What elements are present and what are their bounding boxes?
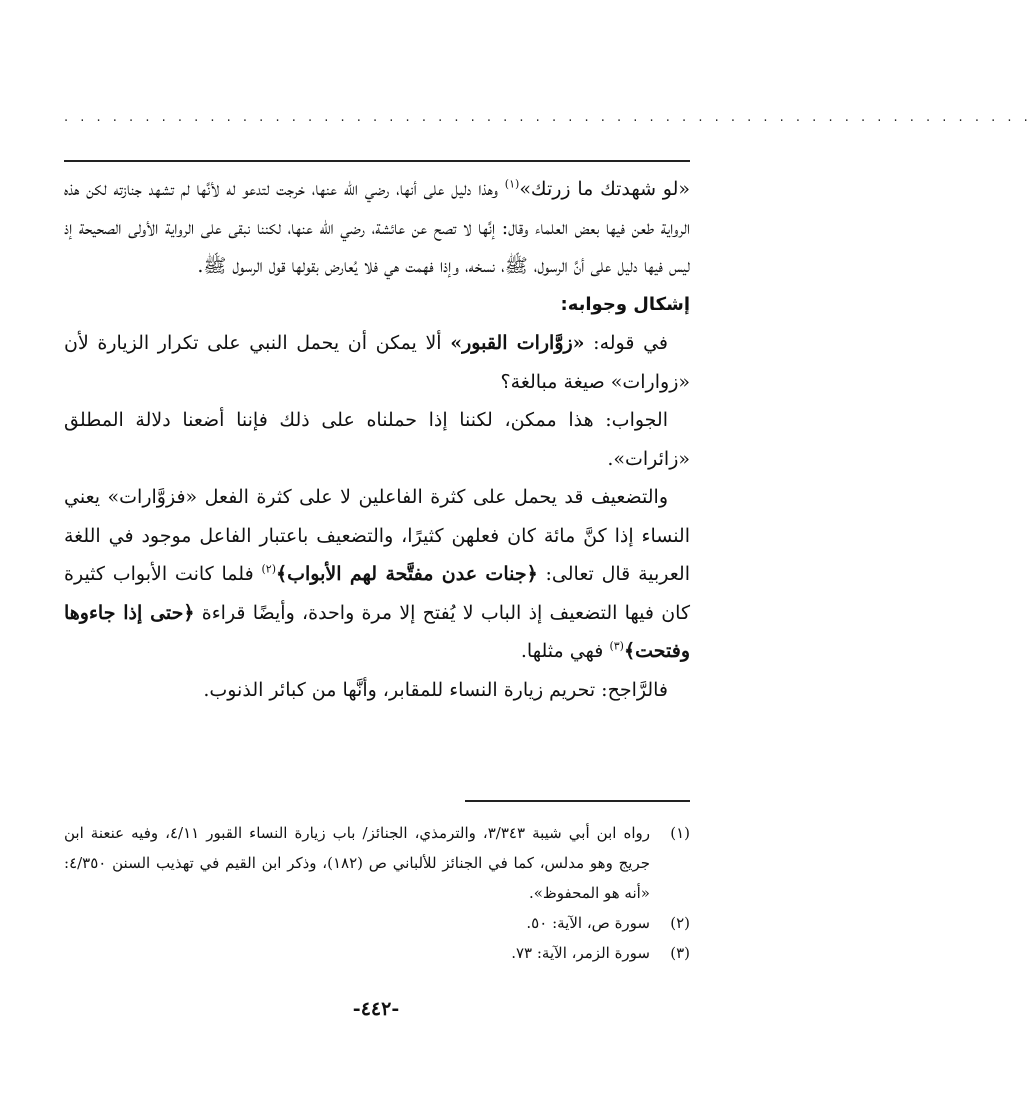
footnote-3 (64, 938, 690, 968)
paragraph-5: فالرَّاجح: تحريم زيارة النساء للمقابر، وأنَّها من كبائر الذنوب. (203, 678, 668, 701)
top-rule (64, 160, 690, 162)
paragraph-4-text-3: فهي مثلها. (520, 640, 610, 662)
paragraph-4-text-2: فلما كانت الأبواب كثيرة كان فيها التضعيف إذ الباب لا يُفتح إلا مرة واحدة، وأيضًا قراءة (64, 563, 691, 624)
paragraph-2-text: ألا يمكن أن يحمل النبي على تكرار الزيارة لأن «زوارات» صيغة مبالغة؟ (64, 332, 690, 393)
footnote-rule (465, 800, 690, 802)
paragraph-3: الجواب: هذا ممكن، لكننا إذا حملناه على ذلك فإننا أضعنا دلالة المطلق «زائرات». (64, 409, 690, 470)
footnote-number: (٣) (670, 944, 690, 962)
main-text (64, 170, 690, 709)
footnote-number: (٢) (670, 914, 690, 932)
footnote-number: (١) (670, 824, 690, 842)
footnote-1 (64, 818, 690, 908)
footnotes (64, 818, 690, 968)
footnote-text: سورة الزمر، الآية: ٧٣. (511, 944, 650, 962)
footnote-text: سورة ص، الآية: ٥٠. (526, 914, 650, 932)
paragraph-1 (64, 170, 690, 286)
footnote-text: رواه ابن أبي شيبة ٣/٣٤٣، والترمذي، الجنائز/ باب زيارة النساء القبور ٤/١١، وفيه عنعنة ابن جريج وهو مدلس، كما في الجنائز للألباني ص (١٨٢)، وذكر ابن القيم في تهذيب السنن ٤/٣٥٠: «أنه هو المحفوظ». (64, 824, 650, 902)
footnote-ref-3: (٣) (609, 639, 624, 653)
page-number: -٤٤٢- (352, 998, 400, 1020)
paragraph-4-text-1: والتضعيف قد يحمل على كثرة الفاعلين لا على كثرة الفعل «فزوَّارات» يعني النساء إذا كنَّ مائة كان فعلهن كثيرًا، والتضعيف باعتبار الفاعل موجود في اللغة العربية قال تعالى: (64, 486, 690, 585)
hadith-phrase: «زوَّارات القبور» (450, 332, 585, 354)
quran-verse-2: ﴿حتى إذا جاءوها وفتحت﴾ (64, 601, 690, 662)
paragraph-2 (64, 324, 690, 401)
separator-dots: . . . . . . . . . . . . . . . . . . . . . . . . . . . . . . . . . . . . . . . . . . . . . . . . . . . . . . . . . . . . (64, 110, 1032, 125)
paragraph-2-lead: في قوله: (584, 332, 668, 354)
section-heading: إشكال وجوابه: (560, 293, 690, 315)
footnote-ref-1: (١) (504, 177, 520, 191)
paragraph-1-text: وهذا دليل على أنها، رضي الله عنها، خرجت لتدعو له لأنَّها لم تشهد جنازته لكن هذه الرواية طعن فيها بعض العلماء وقال: إنَّها لا تصح عن عائشة، رضي الله عنها، لكننا نبقى على الرواية الأولى الصحيحة إذ ليس فيها دليل على أنَّ الرسول، ﷺ، نسخه، وإذا فهمت هي فلا يُعارض بقولها قول الرسول ﷺ. (64, 178, 690, 277)
quran-verse-1: ﴿جنات عدن مفتَّحة لهم الأبواب﴾ (275, 563, 538, 585)
paragraph-4 (64, 478, 690, 671)
footnote-2 (64, 908, 690, 938)
footnote-ref-2: (٢) (261, 562, 276, 576)
hadith-quote: «لو شهدتك ما زرتك» (519, 178, 691, 200)
